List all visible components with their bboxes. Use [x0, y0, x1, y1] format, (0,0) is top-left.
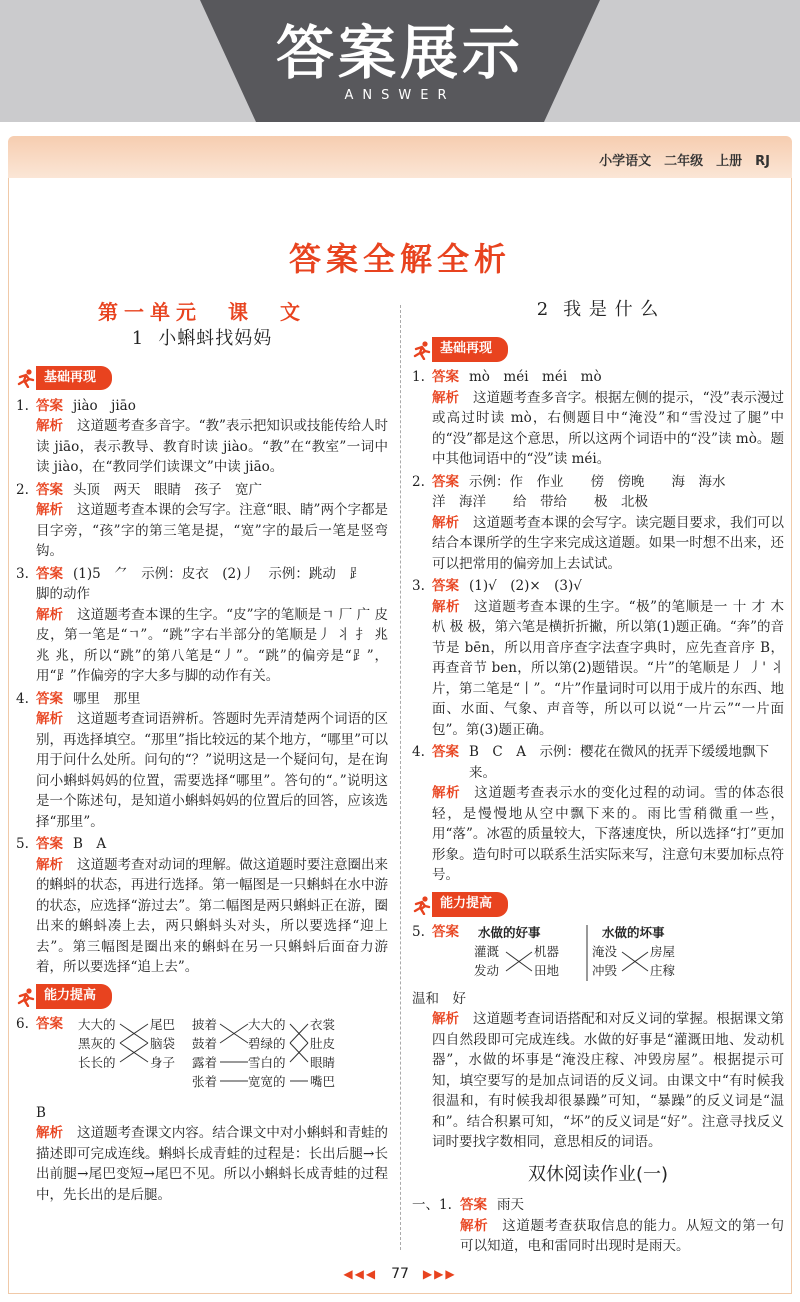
left-column [16, 300, 388, 1207]
next-arrows-icon: ▶▶▶ [422, 1267, 457, 1281]
question-1: 1. 答案 jiào jiāo 解析 这道题考查多音字。“教”表示把知识或技能传给人时读 jiāo，表示教导、教育时读 jiào。“教”在“教室”一词中读 jiào，在“教同学们读课文”中读 jiāo。 [16, 396, 388, 478]
analysis: 解析 这道题考查多音字。“教”表示把知识或技能传给人时读 jiāo，表示教导、教育时读 jiào。“教”在“教室”一词中读 jiào，在“教同学们读课文”中读 jiāo。 [36, 418, 388, 475]
page-title: 答案全解全析 [288, 240, 511, 278]
prev-arrows-icon: ◀◀◀ [343, 1267, 378, 1281]
banner-title: 答案展示 [275, 19, 524, 87]
question-number: 一、1. [412, 1197, 452, 1213]
runner-icon [412, 340, 432, 360]
lesson-title [412, 300, 784, 321]
analysis: 解析 这道题考查对动词的理解。做这道题时要注意圈出来的蝌蚪的状态，再进行选择。第一幅图是一只蝌蚪在水中游的状态，应选择“游过去”。第二幅图是两只蝌蚪正在游，圈出来的蝌蚪凑上去，两只蝌蚪头对头，所以要选择“迎上去”。第三幅图是圈出来的蝌蚪在另一只蝌蚪后面奋力游着，所以要选择“追上去”。 [36, 856, 389, 975]
runner-icon [412, 895, 432, 915]
analysis: 解析 这道题考查本课的生字。“皮”字的笔顺是ㄱ 厂 广 皮 皮，第一笔是“ㄱ”。“跳”字右半部分的笔顺是丿 丬 扌 兆 兆 兆，所以“跳”的第八笔是“丿”。“跳”的偏旁是“⻊”，用“⻊”作偏旁的字大多与脚的动作有关。 [36, 606, 389, 684]
reading-question-1: 一、1. 答案 雨天 解析 这道题考查获取信息的能力。从短文的第一句可以知道，电和雷同时出现时是雨天。 [412, 1195, 784, 1257]
answer-text: 温和 好 [412, 990, 466, 1007]
right-column [412, 300, 784, 1259]
subject-bar [8, 136, 792, 178]
page-number: 77 [391, 1266, 409, 1282]
section-ability [16, 986, 112, 1008]
banner-subtitle: ANSWER [344, 88, 456, 103]
word: 田地 [534, 962, 560, 978]
answer-text: 示例：作 作业 傍 傍晚 海 海水 [469, 473, 726, 490]
answer-text-cont: 脚的动作 [36, 586, 90, 602]
analysis: 解析 这道题考查本课的会写字。读完题目要求，我们可以结合本课所学的生字来完成这道题。如果一时想不出来，还可以把常用的偏旁加上去试试。 [432, 514, 785, 572]
analysis: 解析 这道题考查词语搭配和对反义词的掌握。根据课文第四自然段即可完成连线。水做的好事是“灌溉田地、发动机器”，水做的坏事是“淹没庄稼、冲毁房屋”。根据提示可知，填空要写的是加点词语的反义词。由课文中“有时候我很温和，有时候我却很暴躁”可知，“暴躁”的反义词是“温和”。结合积累可知，“坏”的反义词是“好”。注意寻找反义词时要找字数相同，意思相反的词语。 [432, 1011, 785, 1150]
lesson-name: 小蝌蚪找妈妈 [158, 327, 273, 349]
word: 机器 [534, 943, 560, 959]
column-divider [400, 305, 401, 1250]
section-label: 基础再现 [36, 366, 112, 391]
analysis: 解析 这道题考查多音字。根据左侧的提示，“没”表示漫过或高过时读 mò，右侧题目中“淹没”和“雪没过了腿”中的“没”都是这个意思，所以这两个词语中的“没”读 mò。题中其他词语中的“没”读 méi。 [432, 389, 784, 467]
question-2: 2. 答案 示例：作 作业 傍 傍晚 海 海水 洋 海洋 给 带给 极 北极 解析 这道题考查本课的会写字。读完题目要求，我们可以结合本课所学的生字来完成这道题。如果一时想不出来，还可以把常用的偏旁加上去试试。 [412, 472, 784, 575]
word: 冲毁 [592, 962, 618, 978]
question-4: 4. 答案 B C A 示例：樱花在微风的抚弄下缓缓地飘下来。 解析 这道题考查表示水的变化过程的动词。雪的体态很轻，是慢慢地从空中飘下来的。雨比雪稍微重一些，用“落”。冰雹的质量较大，下落速度快，所以选择“打”更加形象。造句时可以联系生活实际来写，注意句末要加标点符号。 [412, 742, 784, 886]
lesson-number: 2 [536, 299, 550, 320]
section-label: 能力提高 [36, 984, 112, 1009]
word: 灌溉 [474, 943, 500, 959]
answer-text: (1)√ (2)× (3)√ [469, 578, 582, 594]
question-6: 6. 答案 大大的 黑灰的 长长的 尾巴 脑袋 身子 披着 鼓着 露着 张着 大大的 碧绿的 雪白的 宽宽的 衣裳 肚皮 眼睛 嘴巴 B 解析 这道题考查课文内容。结合课文中对小蝌蚪和青蛙的描述即可完成连线。蝌蚪长成青蛙的过程是：长出后腿→长出前腿→尾巴变短→尾巴不见。所以小蝌蚪长成青蛙的过程中，先长出的是后腿。 [16, 1014, 388, 1205]
bad-deeds-heading: 水做的坏事 [602, 924, 665, 940]
answer-text: 哪里 那里 [73, 690, 141, 707]
answer-text: B A [73, 836, 107, 852]
analysis: 解析 这道题考查获取信息的能力。从短文的第一句可以知道，电和雷同时出现时是雨天。 [460, 1217, 785, 1254]
word: 庄稼 [650, 962, 676, 978]
word: 大大的 [248, 1016, 286, 1032]
lesson-name: 我 是 什 么 [563, 299, 660, 320]
word: 肚皮 [310, 1035, 336, 1051]
word: 身子 [150, 1054, 176, 1070]
word: 雪白的 [248, 1054, 286, 1070]
answer-tag: 答案 [36, 397, 63, 414]
word: 宽宽的 [248, 1073, 286, 1089]
word: 尾巴 [150, 1016, 176, 1032]
answer-text: B [36, 1104, 46, 1121]
question-4: 4. 答案 哪里 那里 解析 这道题考查词语辨析。答题时先弄清楚两个词语的区别，再选择填空。“那里”指比较远的某个地方，“哪里”可以用于问什么处所。问句的“？”说明这是一个疑问句，是在询问小蝌蚪妈妈的位置，需要选择“哪里”。答句的“。”说明这是一个陈述句，是知道小蝌蚪妈妈的位置后的回答，应该选择“那里”。 [16, 689, 388, 833]
word: 张着 [192, 1073, 218, 1089]
answer-text: B C A 示例：樱花在微风的抚弄下缓缓地飘下来。 [469, 744, 769, 781]
section-basic [412, 339, 508, 361]
section-ability [412, 894, 508, 916]
word: 淹没 [592, 943, 618, 959]
lesson-title [16, 329, 388, 350]
header-banner [0, 0, 800, 122]
answer-text: 雨天 [497, 1197, 524, 1213]
question-2: 2. 答案 头顶 两天 眼睛 孩子 宽广 解析 这道题考查本课的会写字。注意“眼、睛”两个字都是目字旁，“孩”字的第三笔是提，“宽”字的最后一笔是竖弯钩。 [16, 480, 388, 562]
section-label: 能力提高 [432, 892, 508, 917]
lesson-number: 1 [131, 327, 145, 349]
question-1: 1. 答案 mò méi méi mò 解析 这道题考查多音字。根据左侧的提示，“没”表示漫过或高过时读 mò，右侧题目中“淹没”和“雪没过了腿”中的“没”都是这个意思，所以这两个词语中的“没”读 mò。题中其他词语中的“没”读 méi。 [412, 367, 784, 470]
section-label: 基础再现 [432, 337, 508, 362]
question-3: 3. 答案 (1)√ (2)× (3)√ 解析 这道题考查本课的生字。“极”的笔顺是一 十 才 木 朳 极 极，第六笔是横折折撇，所以第(1)题正确。“奔”的音节是 bēn，所以用音序查字法查字典时，应先查音序 B，再查音节 ben，所以第(2)题错误。“片”的笔顺是丿 丿' 丬 片，第二笔是“丨”。“片”作量词时可以用于成片的东西、地面、水面、气象、声音等，所以可以说“一片云”“一片面包”。第(3)题正确。 [412, 576, 784, 740]
answer-text: (1)5 ⺈ 示例：皮衣 (2)丿 示例：跳动 ⻊ [73, 565, 363, 582]
reading-title: 双休阅读作业(一) [527, 1163, 669, 1185]
word: 发动 [474, 962, 500, 978]
section-basic [16, 367, 112, 389]
matching-diagram [78, 1015, 388, 1097]
answer-text: 头顶 两天 眼睛 孩子 宽广 [73, 481, 262, 498]
subject-label: 小学语文 二年级 上册 RJ [599, 154, 770, 169]
word: 碧绿的 [248, 1035, 286, 1051]
analysis: 解析 这道题考查词语辨析。答题时先弄清楚两个词语的区别，再选择填空。“那里”指比较远的某个地方，“哪里”可以用于问什么处所。问句的“？”说明这是一个疑问句，是在询问小蝌蚪妈妈的位置，需要选择“哪里”。答句的“。”说明这是一个陈述句，是知道小蝌蚪妈妈的位置后的回答，应该选择“那里”。 [36, 711, 389, 830]
good-deeds-heading: 水做的好事 [478, 924, 541, 940]
analysis: 解析 这道题考查表示水的变化过程的动词。雪的体态很轻，是慢慢地从空中飘下来的。雨比雪稍微重一些，用“落”。冰雹的质量较大，下落速度快，所以选择“打”更加形象。造句时可以联系生活实际来写，注意句末要加标点符号。 [432, 785, 785, 883]
answer-text-cont: 洋 海洋 给 带给 极 北极 [432, 494, 648, 510]
answer-text: jiào jiāo [73, 397, 136, 414]
word: 长长的 [78, 1054, 116, 1070]
word: 眼睛 [310, 1054, 336, 1070]
runner-icon [16, 368, 36, 388]
question-3: 3. 答案 (1)5 ⺈ 示例：皮衣 (2)丿 示例：跳动 ⻊ 脚的动作 解析 这道题考查本课的生字。“皮”字的笔顺是ㄱ 厂 广 皮 皮，第一笔是“ㄱ”。“跳”字右半部分的笔顺是丿 丬 扌 兆 兆 兆，所以“跳”的第八笔是“丿”。“跳”的偏旁是“⻊”，用“⻊”作偏旁的字大多与脚的动作有关。 [16, 564, 388, 687]
word: 衣裳 [310, 1016, 336, 1032]
word: 大大的 [78, 1016, 116, 1032]
matching-diagram [474, 923, 784, 985]
word: 露着 [192, 1054, 218, 1070]
unit-title: 第一单元 课 文 [98, 300, 306, 324]
analysis: 解析 这道题考查本课的生字。“极”的笔顺是一 十 才 木 朳 极 极，第六笔是横折折撇，所以第(1)题正确。“奔”的音节是 bēn，所以用音序查字法查字典时，应先查音序 B，再查音节 ben，所以第(2)题错误。“片”的笔顺是丿 丿' 丬 片，第二笔是“丨”。“片”作量词时可以用于成片的东西、地面、水面、气象、声音等，所以可以说“一片云”“一片面包”。第(3)题正确。 [432, 598, 785, 738]
page-footer [0, 1266, 800, 1282]
word: 黑灰的 [78, 1035, 116, 1051]
analysis: 解析 这道题考查课文内容。结合课文中对小蝌蚪和青蛙的描述即可完成连线。蝌蚪长成青蛙的过程是：长出后腿→长出前腿→尾巴变短→尾巴不见。所以小蝌蚪长成青蛙的过程中，先长出的是后腿。 [36, 1125, 389, 1203]
word: 鼓着 [192, 1035, 218, 1051]
runner-icon [16, 987, 36, 1007]
analysis: 解析 这道题考查本课的会写字。注意“眼、睛”两个字都是目字旁，“孩”字的第三笔是提，“宽”字的最后一笔是竖弯钩。 [36, 502, 388, 559]
word: 披着 [192, 1016, 218, 1032]
question-5: 5. 答案 水做的好事 水做的坏事 灌溉 发动 机器 田地 淹没 冲毁 房屋 庄稼 温和 好 解析 这道题考查词语搭配和对反义词的掌握。根据课文第四自然段即可完成连线。水做的好事是“灌溉田地、发动机器”，水做的坏事是“淹没庄稼、冲毁房屋”。根据提示可知，填空要写的是加点词语的反义词。由课文中“有时候我很温和，有时候我却很暴躁”可知，“暴躁”的反义词是“温和”。结合积累可知，“坏”的反义词是“好”。注意寻找反义词时要找字数相同，意思相反的词语。 [412, 922, 784, 1153]
question-5: 5. 答案 B A 解析 这道题考查对动词的理解。做这道题时要注意圈出来的蝌蚪的状态，再进行选择。第一幅图是一只蝌蚪在水中游的状态，应选择“游过去”。第二幅图是两只蝌蚪正在游，圈出来的蝌蚪凑上去，两只蝌蚪头对头，所以要选择“迎上去”。第三幅图是圈出来的蝌蚪在另一只蝌蚪后面奋力游着，所以要选择“追上去”。 [16, 834, 388, 978]
word: 房屋 [650, 943, 676, 959]
answer-text: mò méi méi mò [469, 369, 602, 385]
word: 嘴巴 [310, 1073, 336, 1089]
word: 脑袋 [150, 1035, 176, 1051]
